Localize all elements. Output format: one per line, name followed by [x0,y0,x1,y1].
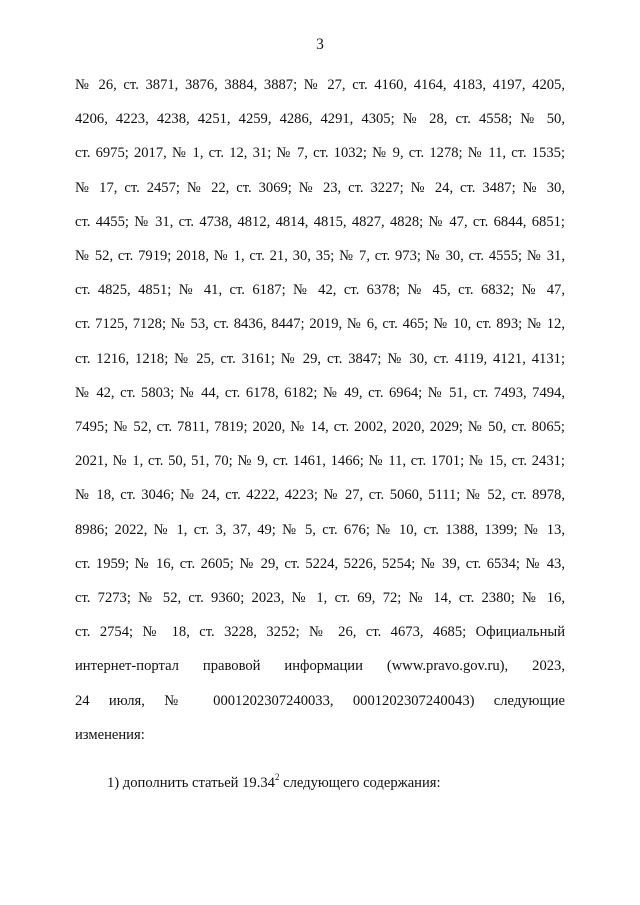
amendment-item-suffix: следующего содержания: [279,775,441,791]
text-line: ст. 7273; № 52, ст. 9360; 2023, № 1, ст. 69, 72; № 14, ст. 2380; № 16, [75,590,565,607]
superscript: 2 [274,772,280,782]
amendment-item-text: 1) дополнить статьей 19.34 [107,775,275,791]
text-line: № 18, ст. 3046; № 24, ст. 4222, 4223; № 27, ст. 5060, 5111; № 52, ст. 8978, [75,487,565,504]
amendment-item [107,768,567,798]
text-line: № 42, ст. 5803; № 44, ст. 6178, 6182; № 49, ст. 6964; № 51, ст. 7493, 7494, [75,384,565,401]
text-line: ст. 4825, 4851; № 41, ст. 6187; № 42, ст. 6378; № 45, ст. 6832; № 47, [75,282,565,299]
text-line: № 17, ст. 2457; № 22, ст. 3069; № 23, ст. 3227; № 24, ст. 3487; № 30, [75,179,565,196]
text-line: интернет-портал правовой информации (www.pravo.gov.ru), 2023, [75,658,565,675]
text-line: 8986; 2022, № 1, ст. 3, 37, 49; № 5, ст. 676; № 10, ст. 1388, 1399; № 13, [75,521,565,538]
text-line-last: изменения: [75,726,145,743]
text-line: ст. 1216, 1218; № 25, ст. 3161; № 29, ст. 3847; № 30, ст. 4119, 4121, 4131; [75,350,565,367]
text-line: ст. 7125, 7128; № 53, ст. 8436, 8447; 2019, № 6, ст. 465; № 10, ст. 893; № 12, [75,316,565,333]
text-line: ст. 6975; 2017, № 1, ст. 12, 31; № 7, ст. 1032; № 9, ст. 1278; № 11, ст. 1535; [75,145,565,162]
page-number: 3 [316,36,324,53]
body-paragraph [75,68,565,752]
text-line: 7495; № 52, ст. 7811, 7819; 2020, № 14, ст. 2002, 2020, 2029; № 50, ст. 8065; [75,419,565,436]
text-line: ст. 2754; № 18, ст. 3228, 3252; № 26, ст. 4673, 4685; Официальный [75,624,565,641]
text-line: 2021, № 1, ст. 50, 51, 70; № 9, ст. 1461, 1466; № 11, ст. 1701; № 15, ст. 2431; [75,453,565,470]
text-line: № 52, ст. 7919; 2018, № 1, ст. 21, 30, 35; № 7, ст. 973; № 30, ст. 4555; № 31, [75,248,565,265]
text-line: ст. 1959; № 16, ст. 2605; № 29, ст. 5224, 5226, 5254; № 39, ст. 6534; № 43, [75,555,565,572]
text-line: 4206, 4223, 4238, 4251, 4259, 4286, 4291, 4305; № 28, ст. 4558; № 50, [75,111,565,128]
text-line: 24 июля, № 0001202307240033, 0001202307240043) следующие [75,692,565,709]
text-line: № 26, ст. 3871, 3876, 3884, 3887; № 27, ст. 4160, 4164, 4183, 4197, 4205, [75,77,565,93]
text-line: ст. 4455; № 31, ст. 4738, 4812, 4814, 4815, 4827, 4828; № 47, ст. 6844, 6851; [75,213,565,230]
